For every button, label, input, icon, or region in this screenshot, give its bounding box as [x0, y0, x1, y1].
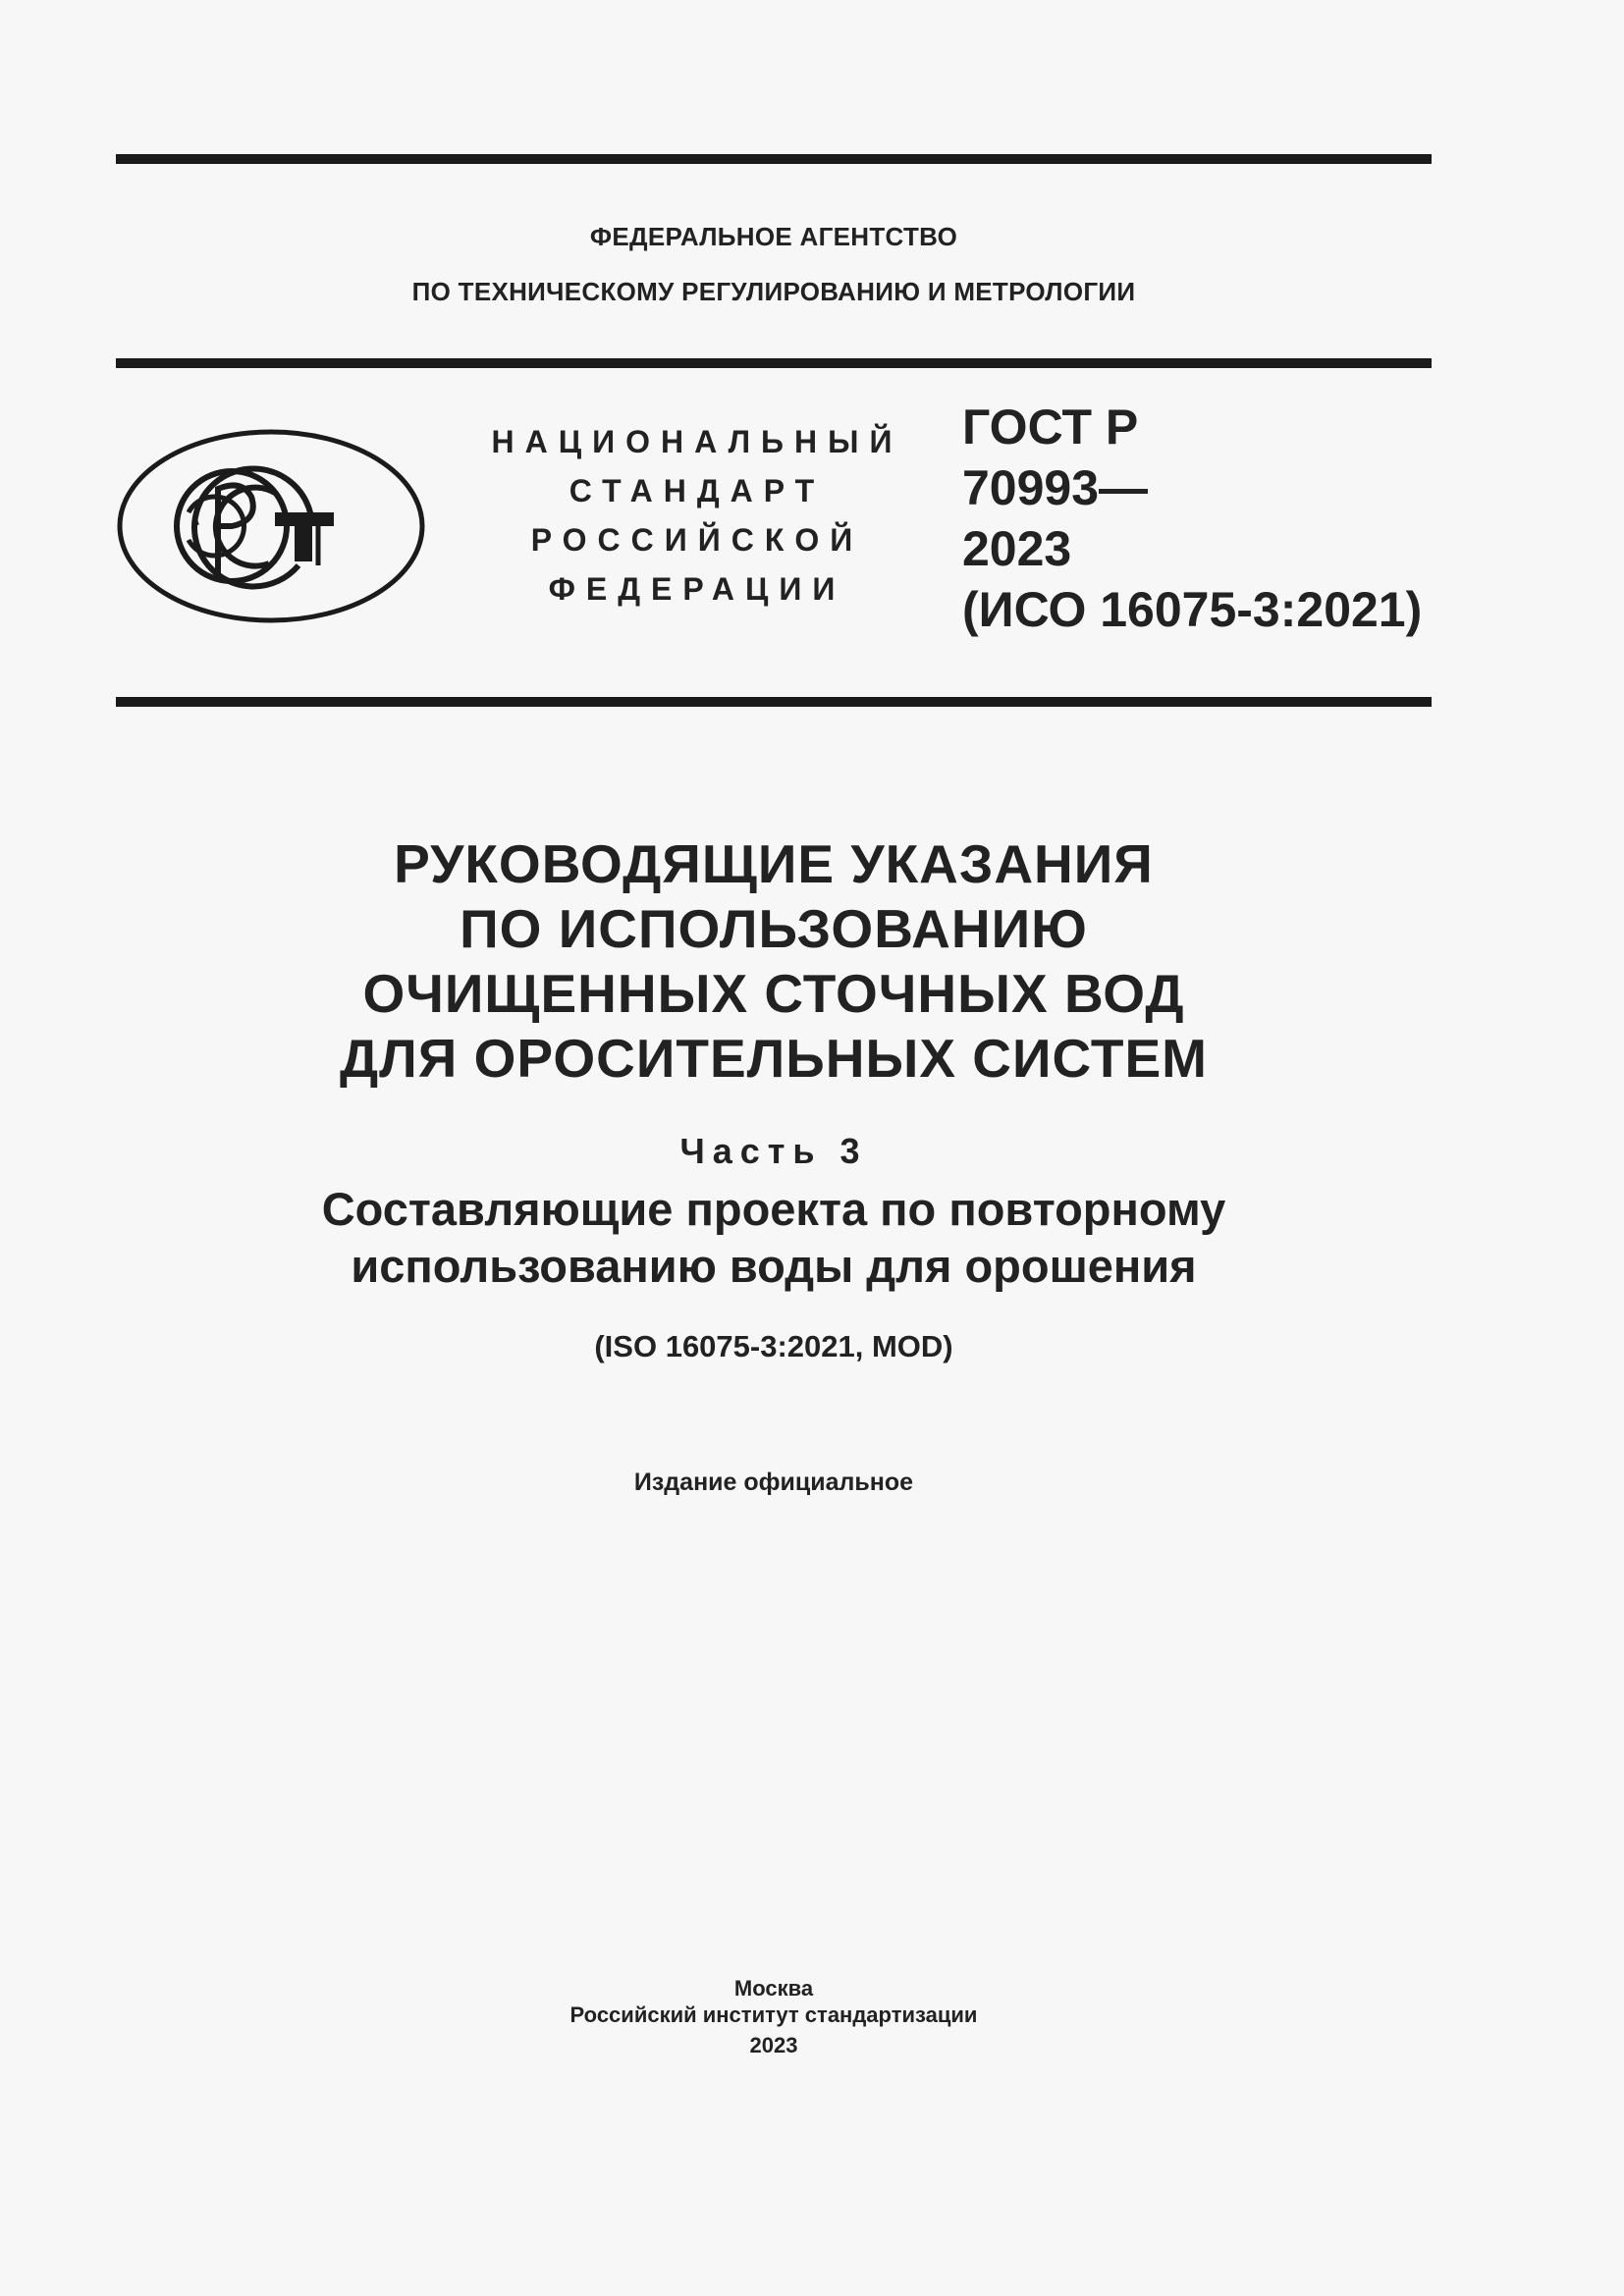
part-title-line-1: Составляющие проекта по повторному [321, 1183, 1226, 1235]
standard-designation-line-2: 70993— [962, 460, 1149, 515]
document-title-line-1: РУКОВОДЯЩИЕ УКАЗАНИЯ [394, 833, 1154, 894]
document-title-line-3: ОЧИЩЕННЫХ СТОЧНЫХ ВОД [362, 963, 1185, 1024]
top-rule [116, 154, 1432, 164]
national-standard-line-1: НАЦИОНАЛЬНЫЙ [491, 424, 903, 459]
standard-designation-line-1: ГОСТ Р [962, 400, 1139, 454]
national-standard-line-2: СТАНДАРТ [568, 473, 826, 508]
document-title-line-2: ПО ИСПОЛЬЗОВАНИЮ [460, 898, 1088, 959]
part-title-line-2: использованию воды для орошения [351, 1240, 1197, 1292]
imprint-publisher: Российский институт стандартизации [569, 2002, 978, 2027]
agency-name-line-1: ФЕДЕРАЛЬНОЕ АГЕНТСТВО [589, 222, 958, 251]
part-label: Часть 3 [679, 1131, 868, 1171]
iso-reference: (ISO 16075-3:2021, MOD) [594, 1329, 953, 1363]
imprint-year: 2023 [749, 2033, 798, 2057]
header-rule [116, 358, 1432, 368]
national-standard-line-3: РОССИЙСКОЙ [530, 522, 864, 558]
edition-label: Издание официальное [633, 1468, 914, 1496]
standard-designation-line-3: 2023 [962, 521, 1072, 576]
document-title-line-4: ДЛЯ ОРОСИТЕЛЬНЫХ СИСТЕМ [340, 1028, 1208, 1089]
national-standard-line-4: ФЕДЕРАЦИИ [548, 571, 846, 607]
rst-certification-mark-icon [116, 428, 426, 624]
agency-name-line-2: ПО ТЕХНИЧЕСКОМУ РЕГУЛИРОВАНИЮ И МЕТРОЛОГИИ [411, 277, 1136, 306]
designation-rule [116, 697, 1432, 707]
standard-designation-line-4: (ИСО 16075-3:2021) [962, 582, 1423, 637]
imprint-city: Москва [733, 1976, 814, 2001]
